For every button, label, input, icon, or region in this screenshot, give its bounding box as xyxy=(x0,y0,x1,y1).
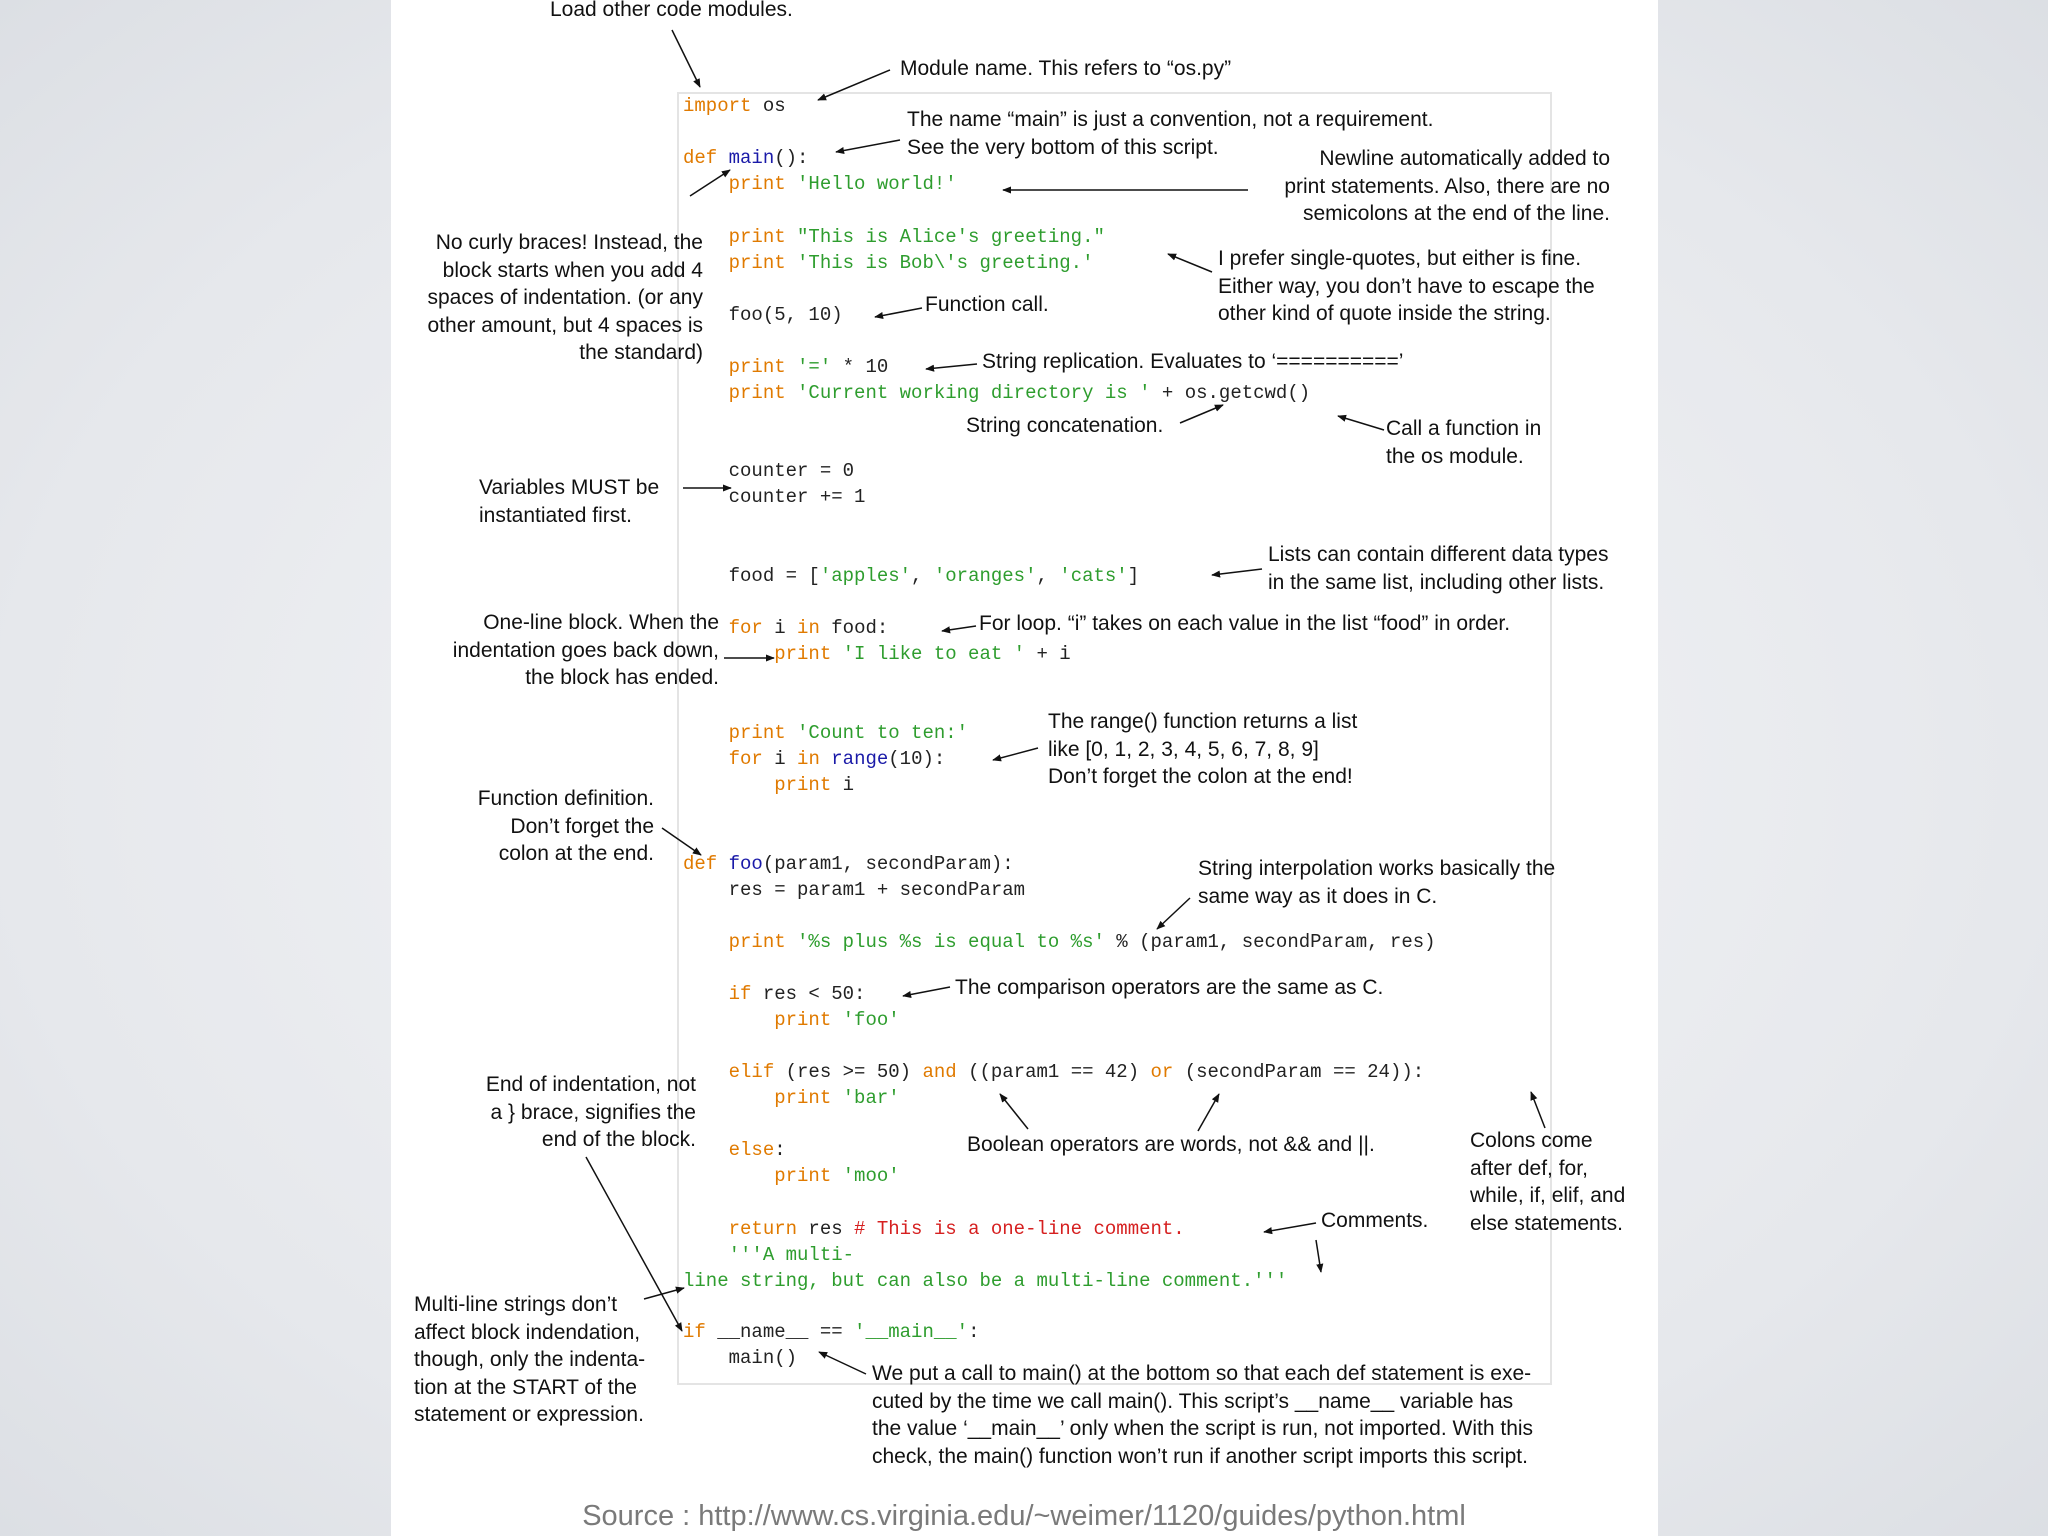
code-token: or xyxy=(1150,1061,1174,1083)
code-token: print xyxy=(774,774,832,796)
code-token: print xyxy=(774,1165,832,1187)
annotation-line: End of indentation, not xyxy=(485,1073,696,1096)
annotation-arrow xyxy=(1168,254,1212,272)
annotation-line: like [0, 1, 2, 3, 4, 5, 6, 7, 8, 9] xyxy=(1048,737,1319,761)
annotation-line: the block has ended. xyxy=(525,666,719,689)
code-token: % (param1, secondParam, res) xyxy=(1104,931,1436,953)
code-token: 'Count to ten:' xyxy=(797,722,969,744)
annotation-arrow xyxy=(1531,1092,1545,1128)
code-token: in xyxy=(797,617,820,639)
annotation-line: Function definition. xyxy=(477,787,654,810)
annotation-line: Lists can contain different data types xyxy=(1268,543,1609,566)
annotation-line: spaces of indentation. (or any xyxy=(427,286,703,309)
code-token: import xyxy=(683,95,752,117)
annotation-arrow xyxy=(1000,1094,1028,1129)
annotation-line: after def, for, xyxy=(1470,1156,1588,1180)
annotation-line: Module name. This refers to “os.py” xyxy=(900,57,1232,80)
code-token: 'cats' xyxy=(1059,565,1128,587)
annotation-line: other kind of quote inside the string. xyxy=(1218,302,1551,325)
annotation-line: statement or expression. xyxy=(414,1403,644,1426)
code-token: print xyxy=(728,226,786,248)
code-token: for xyxy=(728,748,763,770)
source-caption: Source : http://www.cs.virginia.edu/~weimer/1120/guides/python.html xyxy=(582,1500,1466,1532)
code-token: 'foo' xyxy=(842,1009,900,1031)
code-token: # This is a one-line comment. xyxy=(854,1218,1185,1240)
code-token: main() xyxy=(683,1347,798,1369)
annotation-line: String replication. Evaluates to ‘==========’ xyxy=(982,350,1404,373)
code-token: for xyxy=(728,617,763,639)
code-token: line string, but can also be a multi-line comment.''' xyxy=(683,1270,1288,1292)
code-token: os xyxy=(751,95,786,117)
code-token: 'moo' xyxy=(842,1165,900,1187)
annotation-arrow xyxy=(1264,1223,1316,1232)
code-token: 'Current working directory is ' xyxy=(797,382,1151,404)
annotation-line: See the very bottom of this script. xyxy=(907,135,1219,159)
code-token: i xyxy=(762,748,798,770)
code-token: if xyxy=(728,983,752,1005)
code-token: foo xyxy=(728,853,763,875)
annotation-line: colon at the end. xyxy=(498,842,654,865)
annotation-line: instantiated first. xyxy=(479,503,632,527)
annotation-arrow xyxy=(1198,1094,1219,1131)
annotation-arrow xyxy=(903,987,950,996)
annotation-arrow xyxy=(672,30,700,87)
annotation-arrow xyxy=(818,70,890,100)
code-token: print xyxy=(728,722,786,744)
annotation-line: check, the main() function won’t run if another script imports this script. xyxy=(872,1444,1528,1468)
code-token: 'Hello world!' xyxy=(797,173,957,195)
annotation-arrow xyxy=(836,140,900,152)
code-token: , xyxy=(1036,565,1060,587)
annotation-line: The name “main” is just a convention, not a requirement. xyxy=(907,108,1434,131)
code-token: print xyxy=(774,1009,832,1031)
code-token: print xyxy=(774,1087,832,1109)
annotation-line: Boolean operators are words, not && and ||. xyxy=(967,1133,1375,1156)
code-token: "This is Alice's greeting." xyxy=(797,226,1105,248)
code-token: : xyxy=(774,1139,786,1161)
code-token: return xyxy=(728,1218,798,1240)
code-token: res < 50: xyxy=(751,983,866,1005)
code-token: '%s plus %s is equal to %s' xyxy=(797,931,1105,953)
annotation-line: String interpolation works basically the xyxy=(1198,857,1556,880)
code-token: (param1, secondParam): xyxy=(762,853,1014,875)
annotation-line: Load other code modules. xyxy=(550,0,793,21)
annotation-line: a } brace, signifies the xyxy=(490,1100,696,1124)
annotation-line: Colons come xyxy=(1470,1129,1593,1152)
code-token: res xyxy=(797,1218,855,1240)
code-token: food = [ xyxy=(683,565,820,587)
code-token: print xyxy=(728,173,786,195)
code-token: (10): xyxy=(888,748,946,770)
code-token: foo(5, 10) xyxy=(683,304,843,326)
code-token: ((param1 == 42) xyxy=(956,1061,1151,1083)
annotation-arrow xyxy=(662,828,701,855)
code-token: res = param1 + secondParam xyxy=(683,879,1026,901)
code-token: food: xyxy=(819,617,889,639)
annotation-arrow xyxy=(690,170,730,196)
code-token: counter = 0 xyxy=(683,460,855,482)
code-token: i xyxy=(762,617,798,639)
code-token: elif xyxy=(728,1061,775,1083)
annotation-line: Call a function in xyxy=(1386,417,1542,440)
annotation-line: though, only the indenta- xyxy=(414,1348,646,1371)
annotation-line: Don’t forget the colon at the end! xyxy=(1048,765,1353,788)
annotation-line: other amount, but 4 spaces is xyxy=(427,313,703,337)
annotation-line: the standard) xyxy=(579,341,703,364)
annotation-arrow xyxy=(942,626,976,631)
annotation-line: Don’t forget the xyxy=(510,814,654,838)
annotation-arrow xyxy=(993,748,1038,760)
annotation-arrow xyxy=(1180,405,1223,423)
annotation-line: cuted by the time we call main(). This script’s __name__ variable has xyxy=(872,1389,1514,1413)
code-token: and xyxy=(922,1061,957,1083)
code-token: , xyxy=(911,565,934,587)
code-token: 'This is Bob\'s greeting.' xyxy=(797,252,1094,274)
annotation-line: affect block indendation, xyxy=(414,1320,641,1344)
annotation-line: while, if, elif, and xyxy=(1470,1184,1626,1207)
annotation-line: I prefer single-quotes, but either is fine. xyxy=(1218,247,1582,270)
code-token: range xyxy=(831,748,889,770)
annotation-line: end of the block. xyxy=(541,1128,696,1151)
annotation-line: Either way, you don’t have to escape the xyxy=(1218,274,1595,298)
code-token: (): xyxy=(774,147,809,169)
code-token: print xyxy=(774,643,832,665)
annotation-line: Newline automatically added to xyxy=(1319,147,1610,170)
annotation-line: same way as it does in C. xyxy=(1198,884,1438,908)
code-token: __name__ == xyxy=(705,1321,855,1343)
annotation-line: String concatenation. xyxy=(966,414,1164,437)
code-token: if xyxy=(683,1321,706,1343)
code-token: print xyxy=(728,252,786,274)
annotation-line: print statements. Also, there are no xyxy=(1284,174,1610,198)
code-token: counter += 1 xyxy=(683,486,866,508)
annotation-line: the value ‘__main__’ only when the script is run, not imported. With this xyxy=(872,1417,1534,1440)
code-token: '=' xyxy=(797,356,832,378)
annotation-line: Multi-line strings don’t xyxy=(414,1293,618,1316)
code-token: in xyxy=(797,748,820,770)
code-token: * 10 xyxy=(831,356,889,378)
annotation-line: Comments. xyxy=(1321,1209,1429,1232)
code-token: : xyxy=(968,1321,980,1343)
annotation-line: No curly braces! Instead, the xyxy=(435,231,703,254)
annotation-line: We put a call to main() at the bottom so that each def statement is exe- xyxy=(872,1362,1532,1385)
code-token: '''A multi- xyxy=(728,1244,855,1266)
annotation-line: tion at the START of the xyxy=(414,1375,637,1399)
code-token: '__main__' xyxy=(854,1321,969,1343)
code-token: (res >= 50) xyxy=(774,1061,923,1083)
annotation-line: in the same list, including other lists. xyxy=(1268,570,1605,594)
code-token: + i xyxy=(1025,643,1071,665)
code-token: (secondParam == 24)): xyxy=(1173,1061,1425,1083)
code-token: 'apples' xyxy=(819,565,912,587)
annotation-arrow xyxy=(819,1352,866,1374)
annotation-line: Function call. xyxy=(925,293,1049,316)
annotation-line: indentation goes back down, xyxy=(452,638,719,662)
annotation-arrow xyxy=(586,1157,682,1331)
annotation-arrow xyxy=(1316,1240,1321,1272)
annotation-arrow xyxy=(926,364,977,369)
annotation-line: semicolons at the end of the line. xyxy=(1302,202,1610,225)
annotation-line: Variables MUST be xyxy=(479,476,660,499)
code-token: 'oranges' xyxy=(933,565,1037,587)
annotation-line: else statements. xyxy=(1470,1211,1623,1235)
annotation-line: the os module. xyxy=(1386,444,1524,468)
code-token: i xyxy=(831,774,855,796)
annotation-arrow xyxy=(1212,569,1262,575)
code-token: print xyxy=(728,931,786,953)
annotation-line: The comparison operators are the same as C. xyxy=(955,976,1384,999)
code-token: 'I like to eat ' xyxy=(842,643,1026,665)
annotation-arrow xyxy=(1338,416,1384,430)
code-token: ] xyxy=(1127,565,1140,587)
annotation-arrow xyxy=(875,308,922,317)
annotation-line: For loop. “i” takes on each value in the list “food” in order. xyxy=(979,612,1511,635)
code-token: main xyxy=(728,147,775,169)
code-token: def xyxy=(683,853,718,875)
code-token: print xyxy=(728,356,786,378)
code-token: else xyxy=(728,1139,775,1161)
code-token: print xyxy=(728,382,786,404)
annotation-line: The range() function returns a list xyxy=(1048,710,1358,733)
annotation-arrow xyxy=(1157,898,1190,929)
annotation-line: block starts when you add 4 xyxy=(442,258,703,282)
code-token: 'bar' xyxy=(842,1087,900,1109)
code-token: + os.getcwd() xyxy=(1150,382,1311,404)
annotation-line: One-line block. When the xyxy=(483,611,719,634)
code-token: def xyxy=(683,147,718,169)
